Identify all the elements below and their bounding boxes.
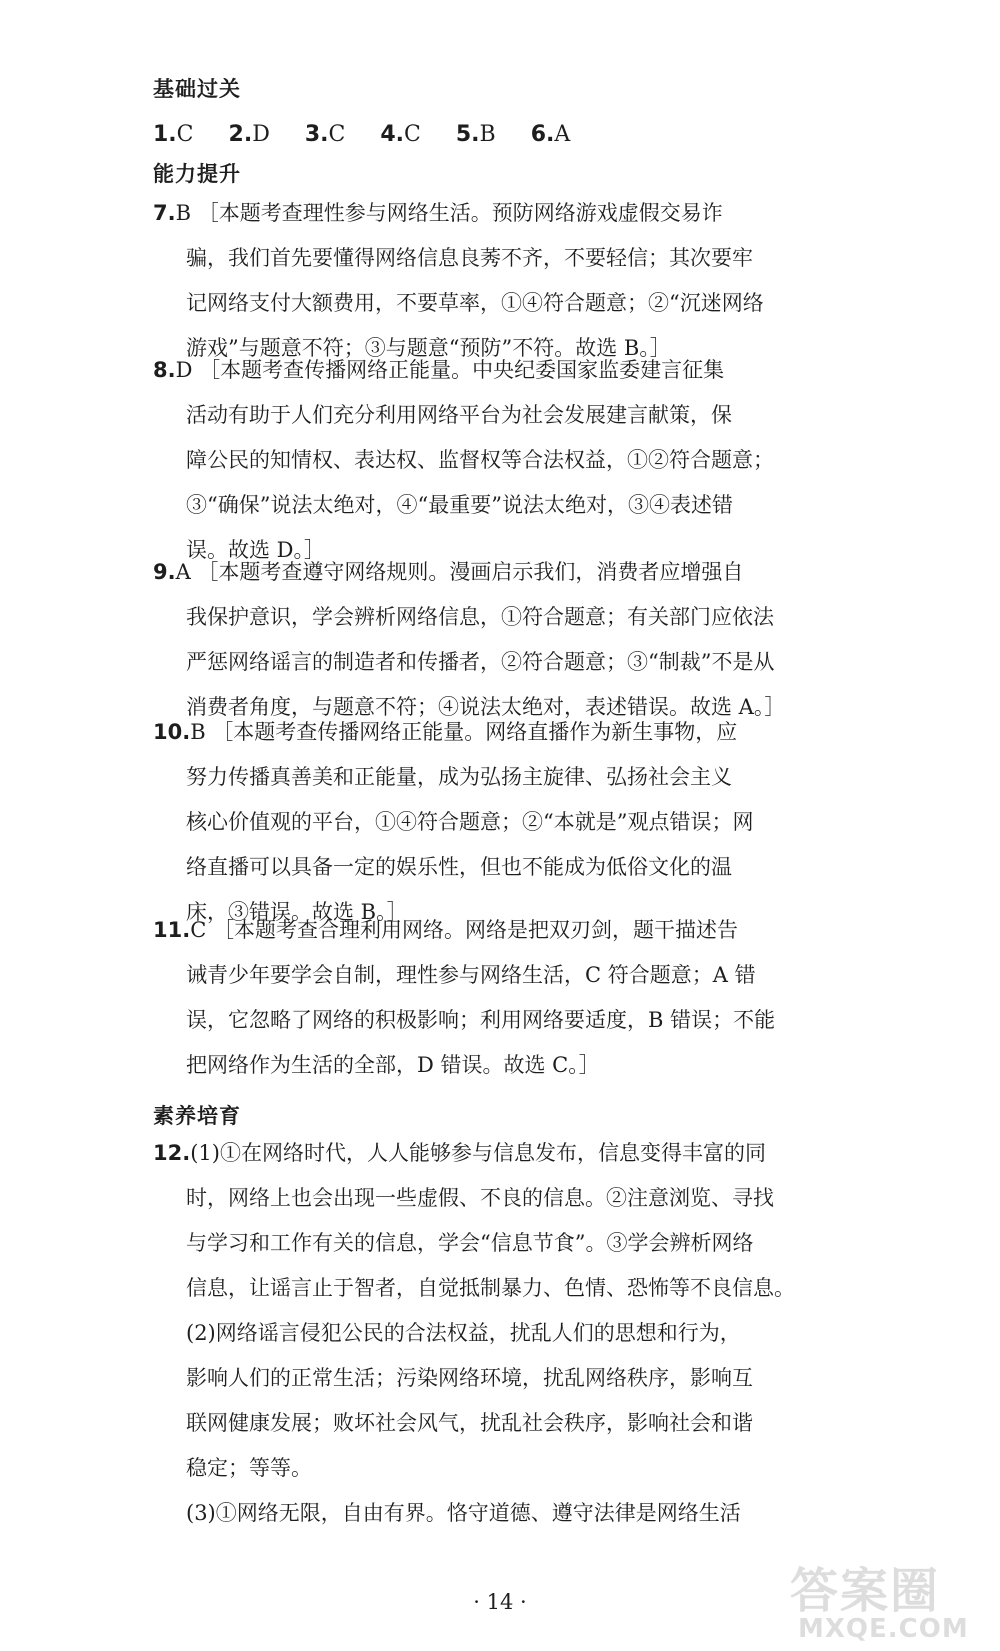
answer-line: 障公民的知情权、表达权、监督权等合法权益，①②符合题意；	[186, 448, 774, 472]
answer-line: (3)①网络无限，自由有界。恪守道德、遵守法律是网络生活	[186, 1501, 741, 1525]
answer-line: 活动有助于人们充分利用网络平台为社会发展建言献策，保	[186, 403, 732, 427]
answer-line: 记网络支付大额费用，不要草率，①④符合题意；②“沉迷网络	[186, 291, 764, 315]
section-title-ability: 能力提升	[153, 162, 241, 186]
answer-line: 核心价值观的平台，①④符合题意；②“本就是”观点错误；网	[186, 810, 754, 834]
question-12	[153, 1131, 848, 1536]
answer-line: B ［本题考查理性参与网络生活。预防网络游戏虚假交易诈	[175, 201, 723, 225]
answer-line: 影响人们的正常生活；污染网络环境，扰乱网络秩序，影响互	[186, 1366, 753, 1390]
answer-line: B ［本题考查传播网络正能量。网络直播作为新生事物，应	[190, 720, 738, 744]
answer-line: 络直播可以具备一定的娱乐性，但也不能成为低俗文化的温	[186, 855, 732, 879]
answer-line: 严惩网络谣言的制造者和传播者，②符合题意；③“制裁”不是从	[186, 650, 775, 674]
answer-line: 努力传播真善美和正能量，成为弘扬主旋律、弘扬社会主义	[186, 765, 732, 789]
answer-line: ③“确保”说法太绝对，④“最重要”说法太绝对，③④表述错	[186, 493, 733, 517]
answer-line: 与学习和工作有关的信息，学会“信息节食”。③学会辨析网络	[186, 1231, 754, 1255]
answer-line: 消费者角度，与题意不符；④说法太绝对，表述错误。故选 A。］	[186, 695, 786, 719]
section-title-literacy: 素养培育	[153, 1104, 241, 1128]
answer-item: 6.A	[530, 122, 571, 147]
question-10	[153, 710, 848, 935]
question-number: 11.	[153, 918, 191, 942]
question-11	[153, 908, 848, 1088]
question-7	[153, 191, 848, 371]
question-number: 7.	[153, 201, 176, 225]
question-number: 8.	[153, 358, 176, 382]
question-8	[153, 348, 848, 573]
answer-line: 游戏”与题意不符；③与题意“预防”不符。故选 B。］	[186, 336, 671, 360]
question-number: 10.	[153, 720, 191, 744]
answer-item: 1.C	[153, 122, 194, 147]
answer-line: 误。故选 D。］	[186, 538, 326, 562]
answer-line: 联网健康发展；败坏社会风气，扰乱社会秩序，影响社会和谐	[186, 1411, 753, 1435]
answer-line: 把网络作为生活的全部，D 错误。故选 C。］	[186, 1053, 600, 1077]
answer-line: 稳定；等等。	[186, 1456, 312, 1480]
answer-line: D ［本题考查传播网络正能量。中央纪委国家监委建言征集	[175, 358, 725, 382]
page-number: · 14 ·	[473, 1590, 527, 1614]
answer-line: 时，网络上也会出现一些虚假、不良的信息。②注意浏览、寻找	[186, 1186, 774, 1210]
answer-item: 4.C	[380, 122, 421, 147]
question-number: 12.	[153, 1141, 191, 1165]
answer-line: 诫青少年要学会自制，理性参与网络生活，C 符合题意；A 错	[186, 963, 756, 987]
answer-line: (1)①在网络时代，人人能够参与信息发布，信息变得丰富的同	[190, 1141, 766, 1165]
answer-line: 骗，我们首先要懂得网络信息良莠不齐，不要轻信；其次要牢	[186, 246, 753, 270]
answer-line: 床，③错误。故选 B。］	[186, 900, 408, 924]
answer-item: 2.D	[228, 122, 270, 147]
answer-item: 3.C	[304, 122, 346, 147]
answer-line: (2)网络谣言侵犯公民的合法权益，扰乱人们的思想和行为，	[186, 1321, 741, 1345]
answer-line: 我保护意识，学会辨析网络信息，①符合题意；有关部门应依法	[186, 605, 774, 629]
answer-item: 5.B	[455, 122, 496, 147]
question-9	[153, 550, 848, 730]
section-title-basic: 基础过关	[153, 77, 241, 101]
answer-line: C ［本题考查合理利用网络。网络是把双刃剑，题干描述告	[190, 918, 738, 942]
question-number: 9.	[153, 560, 176, 584]
watermark-url: MXQE.COM	[798, 1614, 969, 1644]
answer-line: A ［本题考查遵守网络规则。漫画启示我们，消费者应增强自	[175, 560, 744, 584]
answer-line: 误，它忽略了网络的积极影响；利用网络要适度，B 错误；不能	[186, 1008, 776, 1032]
basic-answers-row	[153, 120, 598, 150]
watermark-text: 答案圈	[790, 1563, 941, 1619]
answer-line: 信息，让谣言止于智者，自觉抵制暴力、色情、恐怖等不良信息。	[186, 1276, 795, 1300]
